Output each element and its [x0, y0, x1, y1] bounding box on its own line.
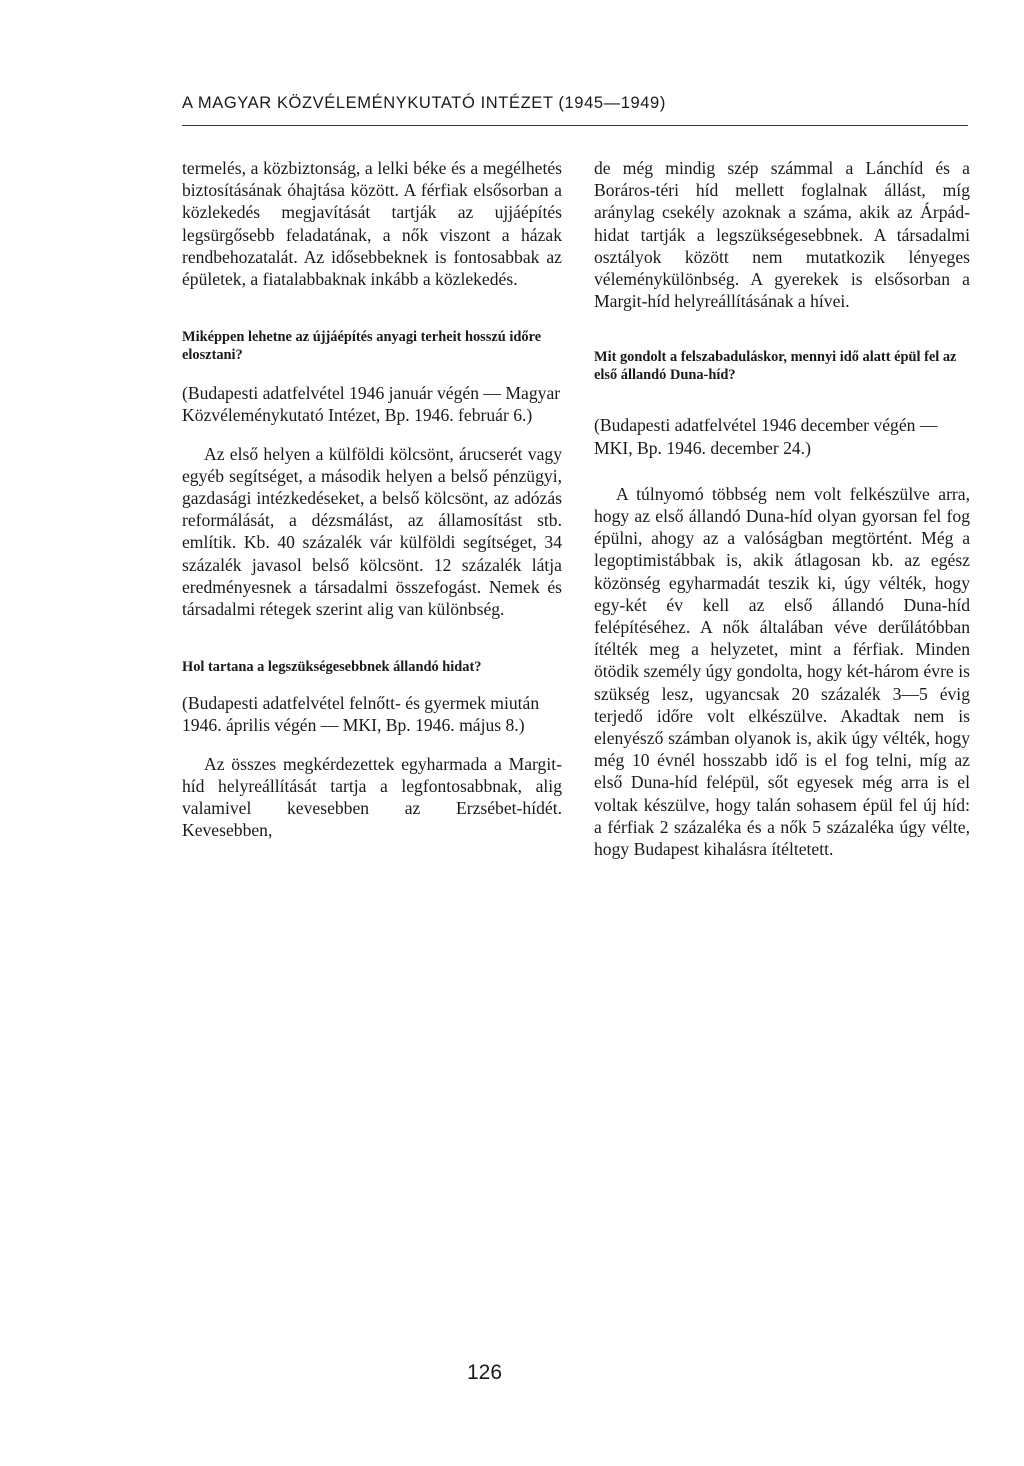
answer-paragraph-3: A túlnyomó többség nem volt felkészülve arra, hogy az első állandó Duna-híd olyan gyorsan fel fog épülni, ahogy az a valóságban megtörtént. Még a legoptimistábbak is, akik átlagosan kb. az egész közönség egyharmadát teszik ki, úgy vélték, hogy egy-két év kell az első állandó Duna-híd felépítéséhez. A nők általában véve derűlátóbban ítélték meg a helyzetet, mint a férfiak. Minden ötödik személy úgy gondolta, hogy két-három évre is szükség lesz, ugyancsak 20 százalék 3—5 évig terjedő időre volt elkészülve. Akadtak nem is elenyésző számban olyanok is, akik úgy vélték, hogy még 10 évnél hosszabb idő is el fog telni, míg az első Duna-híd felépül, sőt egyesek még arra is el voltak készülve, hogy talán sohasem épül fel új híd: a férfiak 2 százaléka és a nők 5 százaléka úgy vélte, hogy Budapest kihalásra ítéltetett. — [594, 483, 970, 860]
source-note-2: (Budapesti adatfelvétel felnőtt- és gyermek miután 1946. április végén — MKI, Bp. 1946. május 8.) — [182, 693, 540, 736]
header-rule — [182, 125, 968, 126]
answer-paragraph-1: Az első helyen a külföldi kölcsönt, árucserét vagy egyéb segítséget, a második helyen a belső pénzügyi, gazdasági intézkedéseket, a belső kölcsönt, az adózás reformálását, a dézsmálást, az államosítást stb. említik. Kb. 40 százalék vár külföldi segítséget, 34 százalék javasol belső kölcsönt. 12 százalék látja eredményesnek a társadalmi összefogást. Nemek és társadalmi rétegek szerint alig van különbség. — [182, 443, 562, 620]
question-heading-3: Mit gondolt a felszabaduláskor, mennyi idő alatt épül fel az első állandó Duna-híd? — [594, 349, 957, 384]
answer-paragraph-2-continued: de még mindig szép számmal a Lánchíd és a Boráros-téri híd mellett foglalnak állást, míg aránylag csekély azoknak a száma, akik az Árpád-hidat tartják a legszükségesebbnek. A társadalmi osztályok között nem mutatkozik lényeges véleménykülönbség. A gyerekek is elsősorban a Margit-híd helyreállításának a hívei. — [594, 158, 970, 312]
question-heading-1: Miképpen lehetne az újjáépítés anyagi terheit hosszú időre elosztani? — [182, 329, 542, 364]
page-number: 126 — [467, 1361, 503, 1384]
running-title: A MAGYAR KÖZVÉLEMÉNYKUTATÓ INTÉZET (1945—1949) — [182, 94, 666, 112]
right-column — [594, 157, 970, 860]
left-column — [182, 157, 562, 841]
question-heading-2: Hol tartana a legszükségesebbnek állandó hidat? — [182, 659, 482, 676]
answer-paragraph-2: Az összes megkérdezettek egyharmada a Margit-híd helyreállítását tartja a legfontosabbnak, alig valamivel kevesebben az Erzsébet-hídét. Kevesebben, — [182, 753, 562, 841]
source-note-3: (Budapesti adatfelvétel 1946 december végén — MKI, Bp. 1946. december 24.) — [594, 415, 938, 458]
intro-paragraph: termelés, a közbiztonság, a lelki béke és a megélhetés biztosításának óhajtása között. A férfiak elsősorban a közlekedés megjavítását tartják az ujjáépítés legsürgősebb feladatának, a nők viszont a házak rendbehozatalát. Az idősebbeknek is fontosabbak az épületek, a fiatalabbaknak inkább a közlekedés. — [182, 158, 562, 290]
source-note-1: (Budapesti adatfelvétel 1946 január végén — Magyar Közvéleménykutató Intézet, Bp. 1946. február 6.) — [182, 383, 561, 426]
